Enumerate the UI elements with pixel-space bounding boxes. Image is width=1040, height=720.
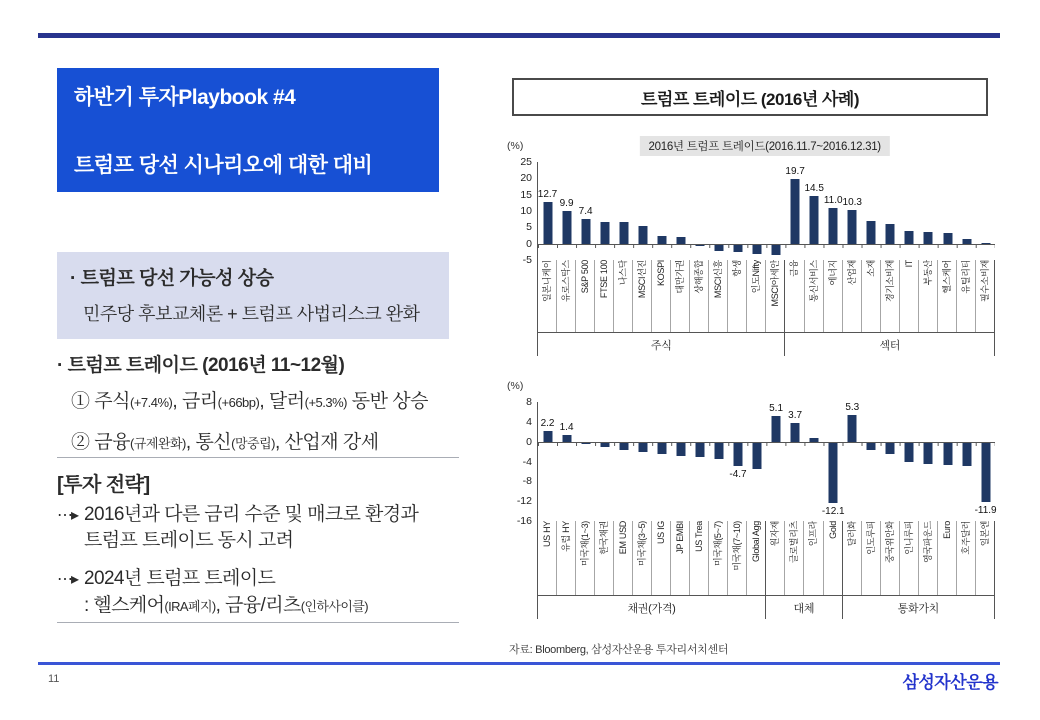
- x-axis-label: [862, 260, 881, 332]
- bar: [848, 415, 857, 441]
- bar: [619, 222, 628, 243]
- bar-slot: [957, 402, 976, 521]
- x-axis-label: [690, 260, 709, 332]
- divider: [57, 457, 459, 458]
- y-axis-tick-label: 8: [526, 396, 532, 408]
- x-axis-label: [671, 521, 690, 595]
- x-axis-label-text: US Trea: [694, 521, 704, 552]
- x-axis-label-text: 호주달러: [960, 521, 971, 555]
- x-axis-label: [728, 521, 747, 595]
- source-note: 자료: Bloomberg, 삼성자산운용 투자리서치센터: [509, 644, 729, 656]
- text-segment: (인하사이클): [300, 598, 368, 614]
- bar-slot: [938, 402, 957, 521]
- bar: [791, 179, 800, 243]
- bar-slot: [938, 162, 957, 260]
- dashed-arrow-icon: ⋯▸: [57, 507, 78, 524]
- x-axis-label: [824, 521, 842, 595]
- text-segment: : 헬스케어: [84, 594, 165, 616]
- y-axis-tick-label: -8: [522, 475, 532, 488]
- bar: [600, 443, 609, 447]
- x-axis-label-text: Gold: [827, 521, 838, 539]
- y-axis-tick-label: -16: [516, 515, 532, 527]
- x-axis-label-text: US IG: [656, 521, 666, 545]
- bar-slot: [748, 402, 767, 521]
- x-axis-label: [824, 260, 843, 332]
- title-line-2: 트럼프 당선 시나리오에 대한 대비: [74, 154, 373, 177]
- bar: [600, 222, 609, 244]
- bar-slot: [652, 162, 671, 260]
- bar-slot: [786, 402, 805, 521]
- x-axis-label: [652, 521, 671, 595]
- x-axis-label: [690, 521, 709, 595]
- x-axis-label-text: IT: [903, 260, 914, 268]
- plot-area: [516, 396, 997, 527]
- x-axis-label-text: 유틸리티: [960, 260, 971, 294]
- bar: [543, 431, 552, 442]
- text-segment: (규제완화): [130, 436, 186, 451]
- x-axis-label-text: 필수소비재: [979, 260, 990, 302]
- strategy-text: [84, 502, 418, 554]
- x-axis-label-text: 헬스케어: [941, 260, 952, 294]
- text-segment: , 달러: [259, 391, 305, 412]
- bar: [962, 239, 971, 244]
- x-axis-label-text: 일본엔: [980, 521, 991, 547]
- bar: [657, 443, 666, 454]
- x-axis-label-text: MSCI신흥: [713, 260, 724, 299]
- x-axis-label-text: 한국채권: [599, 521, 609, 555]
- x-axis-label: [671, 260, 690, 332]
- bar-slot: [881, 162, 900, 260]
- bar-slot: [614, 402, 633, 521]
- x-axis-label: [900, 260, 919, 332]
- x-axis-label-text: 대만가권: [675, 260, 686, 294]
- bar: [772, 245, 781, 256]
- strategy-text: [84, 566, 368, 618]
- bar-slot: [805, 162, 824, 260]
- x-axis-label-text: KOSPI: [656, 260, 667, 287]
- x-axis-label-text: 인도루피: [865, 521, 876, 555]
- highlight-body: 민주당 후보교체론 + 트럼프 사법리스크 완화: [83, 304, 420, 324]
- bar-slot: [576, 162, 595, 260]
- bar-slot: [671, 402, 690, 521]
- bar-slot: [957, 162, 976, 260]
- category-group: [766, 521, 843, 619]
- bar: [829, 208, 838, 244]
- y-axis-unit: (%): [507, 380, 524, 392]
- bar-value-label: 3.7: [788, 410, 803, 422]
- x-axis-label: [938, 521, 957, 595]
- strategy-line: [84, 528, 418, 554]
- bar-slot: [767, 402, 786, 521]
- x-axis-label-text: 미국채(5~7): [713, 521, 723, 566]
- x-axis-label-text: 항셍: [732, 260, 743, 277]
- top-rule: [38, 33, 1000, 38]
- y-axis-tick-label: 0: [526, 237, 532, 250]
- strategy-line: [84, 593, 368, 619]
- bar-slot: [709, 162, 728, 260]
- bar-slot: [786, 162, 805, 260]
- x-axis-label-text: 미국채(7~10): [732, 521, 742, 571]
- bar-slot: [595, 402, 614, 521]
- bar: [905, 443, 914, 463]
- x-axis-label: [576, 260, 595, 332]
- x-axis-label: [976, 521, 994, 595]
- bar: [981, 443, 990, 502]
- bar-slot: [709, 402, 728, 521]
- strategy-line: [84, 566, 368, 592]
- y-axis-tick-label: 0: [526, 435, 532, 448]
- x-axis-label-text: 부동산: [922, 260, 933, 286]
- text-segment: (망중립): [231, 436, 276, 451]
- bar: [867, 443, 876, 450]
- bar: [943, 443, 952, 465]
- x-axis-label-text: 유럽 HY: [561, 521, 571, 552]
- text-segment: 2016년과 다른 금리 수준 및 매크로 환경과: [84, 504, 419, 525]
- x-axis-label-text: 일본니케이: [542, 260, 553, 302]
- bar-slot: [843, 402, 862, 521]
- bar-slot: [728, 162, 747, 260]
- category-group: [785, 260, 995, 356]
- x-axis-label: [881, 521, 900, 595]
- bar: [810, 438, 819, 442]
- x-axis-label-text: 상해종합: [694, 260, 705, 294]
- chart-title-box: [512, 78, 988, 116]
- text-segment: , 통신: [185, 432, 232, 453]
- bar-slot: [652, 402, 671, 521]
- text-segment: (+5.3%): [304, 395, 348, 410]
- x-axis-label-text: 유로스탁스: [561, 260, 572, 302]
- bar-slot: [690, 162, 709, 260]
- x-axis-label: [804, 521, 823, 595]
- bar: [733, 443, 742, 466]
- category-group-label: 주식: [538, 332, 784, 356]
- x-axis-label: [938, 260, 957, 332]
- bar: [619, 443, 628, 450]
- bar-slot: [900, 402, 919, 521]
- y-axis-tick-label: 15: [520, 188, 532, 201]
- bar-value-label: 5.1: [769, 403, 784, 415]
- x-axis-label: [595, 260, 614, 332]
- bar-slot: [576, 402, 595, 521]
- x-axis-label-text: 나스닥: [618, 260, 629, 286]
- bar-slot: [900, 162, 919, 260]
- x-axis-label-text: JP EMBI: [675, 521, 685, 554]
- bar: [924, 443, 933, 464]
- bar-value-label: 2.2: [540, 417, 555, 429]
- bar: [962, 443, 971, 466]
- bar: [581, 219, 590, 243]
- bar: [562, 211, 571, 243]
- trade-heading: · 트럼프 트레이드 (2016년 11~12월): [57, 355, 345, 376]
- x-axis-label: [709, 521, 728, 595]
- y-axis-tick-label: 25: [520, 156, 532, 168]
- x-axis-label-text: 에너지: [827, 260, 838, 286]
- bar-value-label: -11.9: [974, 504, 997, 516]
- chart-subtitle: 2016년 트럼프 트레이드(2016.11.7~2016.12.31): [640, 136, 890, 156]
- x-axis-label: [843, 521, 862, 595]
- text-segment: (IRA폐지): [164, 598, 216, 614]
- bar-value-label: 10.3: [842, 197, 862, 209]
- x-axis-label: [957, 521, 976, 595]
- category-group: [843, 521, 995, 619]
- bar: [886, 443, 895, 454]
- x-axis-labels: [537, 260, 995, 356]
- bar-slot: [767, 162, 786, 260]
- trade-items: [71, 386, 451, 468]
- bar-slot: [557, 402, 576, 521]
- x-axis-label: [766, 260, 784, 332]
- x-axis-label-text: 인도Nifty: [751, 260, 762, 294]
- y-axis-tick-label: -12: [516, 495, 532, 508]
- trade-item: [71, 386, 451, 413]
- text-segment: 트럼프 트레이드 동시 고려: [84, 530, 294, 552]
- bar: [638, 443, 647, 452]
- text-segment: , 금융/리츠: [215, 594, 301, 616]
- x-axis-label-text: MSCI아세안: [770, 260, 781, 307]
- x-axis-label: [595, 521, 614, 595]
- x-axis-label: [633, 260, 652, 332]
- bar: [848, 210, 857, 244]
- bar-value-label: 11.0: [823, 194, 843, 206]
- bar-value-label: -12.1: [821, 505, 845, 517]
- bar: [753, 245, 762, 254]
- bar-slot: [881, 402, 900, 521]
- x-axis-label-text: 달러화: [846, 521, 857, 547]
- x-axis-label: [785, 521, 804, 595]
- bar: [981, 243, 990, 244]
- bar-slot: [919, 402, 938, 521]
- bar-value-label: 5.3: [845, 402, 860, 414]
- bar-slot: [614, 162, 633, 260]
- x-axis-label-text: 원자재: [770, 521, 781, 547]
- bar-slot: [805, 402, 824, 521]
- bar: [924, 232, 933, 243]
- x-axis-label: [538, 521, 557, 595]
- chart-panel: [505, 78, 995, 657]
- brand-logo: 삼성자산운용: [902, 673, 998, 692]
- strategy-bullet: [57, 502, 477, 554]
- trade-item: [71, 427, 451, 454]
- bar: [886, 224, 895, 244]
- bar: [714, 245, 723, 252]
- y-axis-tick-label: -5: [522, 254, 532, 266]
- y-axis-tick-label: 4: [526, 415, 532, 428]
- category-group-label: 대체: [766, 595, 842, 619]
- x-axis-label: [652, 260, 671, 332]
- chart-title: 트럼프 트레이드 (2016년 사례): [640, 89, 860, 109]
- x-axis-label-text: 산업재: [846, 260, 857, 286]
- x-axis-label-text: 글로벌리츠: [789, 521, 800, 563]
- highlight-box: [57, 252, 449, 339]
- bar: [791, 423, 800, 441]
- x-axis-label: [728, 260, 747, 332]
- category-group: [537, 260, 785, 356]
- bar-slot: [919, 162, 938, 260]
- bar-chart-bottom: [505, 376, 995, 619]
- bar-slot: [821, 402, 845, 521]
- dashed-arrow-icon: ⋯▸: [57, 571, 78, 589]
- x-axis-label-text: S&P 500: [580, 260, 591, 294]
- bar: [943, 233, 952, 244]
- bar-value-label: 1.4: [559, 421, 574, 433]
- title-box: [57, 68, 439, 192]
- bar: [829, 443, 838, 503]
- bar-slot: [824, 162, 843, 260]
- category-group: [537, 521, 766, 619]
- x-axis-label-text: 미국채(3~5): [637, 521, 647, 566]
- x-axis-labels: [537, 521, 995, 619]
- x-axis-label: [709, 260, 728, 332]
- x-axis-label-text: Euro: [941, 521, 952, 539]
- bar: [676, 443, 685, 456]
- footer-rule: [38, 662, 1000, 665]
- bar-value-label: 9.9: [559, 198, 574, 210]
- text-segment: 동반 상승: [347, 391, 428, 412]
- x-axis-label: [557, 260, 576, 332]
- x-axis-label: [881, 260, 900, 332]
- x-axis-label: [862, 521, 881, 595]
- x-axis-label-text: 통신서비스: [808, 260, 819, 302]
- page-number: 11: [48, 673, 60, 685]
- bar: [543, 202, 552, 243]
- text-segment: ① 주식: [71, 391, 130, 412]
- bar: [562, 435, 571, 442]
- x-axis-label-text: US HY: [542, 521, 552, 548]
- x-axis-label: [747, 260, 766, 332]
- bar-slot: [633, 402, 652, 521]
- x-axis-label: [614, 260, 633, 332]
- bar: [714, 443, 723, 459]
- strategy-bullet: [57, 566, 477, 618]
- bar-slot: [538, 162, 557, 260]
- category-group-label: 섹터: [785, 332, 994, 356]
- bar-slot: [862, 402, 881, 521]
- bar: [867, 221, 876, 244]
- bar: [581, 443, 590, 444]
- y-axis-tick-label: 20: [520, 172, 532, 185]
- x-axis-label: [538, 260, 557, 332]
- bar: [772, 416, 781, 441]
- x-axis-label: [557, 521, 576, 595]
- bar-slot: [595, 162, 614, 260]
- category-group-label: 채권(가격): [538, 595, 765, 619]
- y-axis-tick-label: 5: [526, 221, 532, 234]
- x-axis-label: [747, 521, 765, 595]
- x-axis-label: [843, 260, 862, 332]
- x-axis-label-text: 영국파운드: [922, 521, 933, 563]
- bar: [733, 245, 742, 253]
- bar-slot: [976, 162, 995, 260]
- bar: [695, 443, 704, 457]
- bar-value-label: 7.4: [578, 206, 593, 218]
- text-segment: (+7.4%): [130, 395, 173, 410]
- bar-chart-top: [505, 136, 995, 356]
- title-line-1: 하반기 투자Playbook #4: [74, 86, 296, 109]
- x-axis-label: [614, 521, 633, 595]
- bar-slot: [728, 402, 747, 521]
- y-axis-unit: (%): [507, 140, 524, 152]
- x-axis-label-text: 인니루피: [903, 521, 914, 555]
- x-axis-label-text: Global Agg: [751, 521, 761, 563]
- bar-slot: [671, 162, 690, 260]
- bar: [657, 236, 666, 243]
- x-axis-label: [957, 260, 976, 332]
- bar-slot: [633, 162, 652, 260]
- bar-value-label: 14.5: [804, 183, 824, 195]
- strategy-line: [84, 502, 418, 528]
- bar: [695, 245, 704, 246]
- strategy-bullets: [57, 502, 477, 631]
- text-segment: , 산업재 강세: [275, 432, 379, 453]
- x-axis-label-text: 중국위안화: [884, 521, 895, 563]
- x-axis-label: [633, 521, 652, 595]
- bar-slot: [538, 402, 557, 521]
- x-axis-label-text: 미국채(1~3): [580, 521, 590, 566]
- bar-value-label: 19.7: [785, 166, 805, 178]
- x-axis-label: [919, 260, 938, 332]
- bar-value-label: 12.7: [537, 189, 558, 201]
- x-axis-label-text: MSCI선진: [637, 260, 648, 299]
- x-axis-label-text: 소재: [865, 260, 876, 277]
- x-axis-label: [805, 260, 824, 332]
- category-group-label: 통화가치: [843, 595, 994, 619]
- bar-slot: [862, 162, 881, 260]
- x-axis-label: [576, 521, 595, 595]
- bar: [905, 231, 914, 244]
- text-segment: ② 금융: [71, 432, 130, 453]
- strategy-heading: [투자 전략]: [57, 474, 150, 496]
- divider: [57, 622, 459, 623]
- text-segment: , 금리: [172, 391, 218, 412]
- text-segment: (+66bp): [217, 395, 260, 410]
- bar-value-label: -4.7: [729, 468, 747, 480]
- x-axis-label-text: 금융: [789, 260, 800, 277]
- y-axis-tick-label: -4: [522, 455, 532, 468]
- y-axis-tick-label: 10: [520, 205, 532, 217]
- x-axis-label: [976, 260, 994, 332]
- bar-slot: [557, 162, 576, 260]
- x-axis-label-text: 인프라: [808, 521, 819, 547]
- x-axis-label: [785, 260, 804, 332]
- highlight-heading: · 트럼프 당선 가능성 상승: [70, 268, 274, 289]
- bar-slot: [976, 402, 995, 521]
- x-axis-label: [766, 521, 785, 595]
- text-segment: 2024년 트럼프 트레이드: [84, 568, 276, 590]
- bar: [638, 226, 647, 244]
- bar-slot: [690, 402, 709, 521]
- bar-slot: [748, 162, 767, 260]
- bar: [753, 443, 762, 469]
- bar: [676, 237, 685, 244]
- x-axis-label-text: EM USD: [618, 521, 628, 555]
- x-axis-label: [900, 521, 919, 595]
- bar-slot: [843, 162, 862, 260]
- bar: [810, 196, 819, 243]
- x-axis-label-text: 경기소비재: [884, 260, 895, 302]
- x-axis-label: [919, 521, 938, 595]
- x-axis-label-text: FTSE 100: [599, 260, 610, 299]
